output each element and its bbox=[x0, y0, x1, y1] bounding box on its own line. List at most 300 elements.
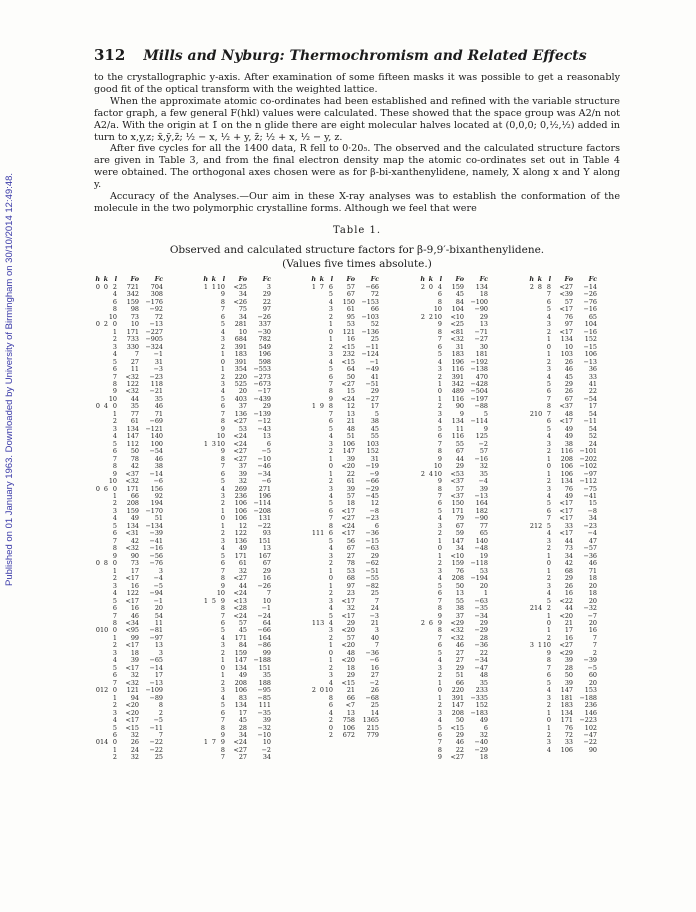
table-cell-fc: 7 bbox=[374, 596, 379, 605]
table-cell-k bbox=[534, 695, 542, 702]
table-cell-fo: 183 bbox=[234, 350, 247, 359]
table-cell-k: 14 bbox=[100, 738, 109, 747]
table-cell-l: 4 bbox=[328, 618, 333, 627]
table-cell-l: 7 bbox=[220, 462, 225, 471]
table-cell-fo: <27 bbox=[233, 745, 247, 754]
table-cell-fc: 164 bbox=[475, 499, 488, 508]
table-cell-l: 4 bbox=[112, 290, 117, 299]
table-cell-l: 10 bbox=[216, 282, 225, 291]
table-cell-k bbox=[100, 381, 108, 388]
table-cell-l: 1 bbox=[328, 335, 333, 344]
table-cell-fc: −34 bbox=[257, 469, 271, 478]
table-cell-l: 2 bbox=[112, 499, 117, 508]
table-cell-k bbox=[316, 598, 324, 605]
table-cell-l: 4 bbox=[220, 484, 225, 493]
table-cell-fc: 236 bbox=[584, 701, 597, 710]
table-cell-l: 2 bbox=[546, 701, 551, 710]
table-cell-l: 2 bbox=[546, 327, 551, 336]
table-cell-l: 9 bbox=[112, 551, 117, 560]
table-cell-l: 2 bbox=[546, 604, 551, 613]
body-text bbox=[94, 72, 620, 215]
table-cell-h: 0 bbox=[95, 626, 100, 635]
table-cell-k bbox=[316, 590, 324, 597]
table-cell-k bbox=[208, 374, 216, 381]
table-cell-fc: 1 bbox=[483, 589, 488, 598]
table-cell-k bbox=[534, 560, 542, 567]
table-cell-fc: 102 bbox=[584, 723, 597, 732]
table-cell-l: 6 bbox=[437, 731, 442, 739]
table-cell-l: 6 bbox=[220, 618, 225, 627]
paragraph: Accuracy of the Analyses.—Our aim in these X-ray analyses was to establish the conformation of the molecule in the two polymorphic crystalline forms. Although we feel that were bbox=[94, 191, 620, 214]
table-cell-fo: 134 bbox=[234, 701, 247, 710]
table-cell-fc: 55 bbox=[370, 432, 379, 441]
table-cell-l: 1 bbox=[112, 693, 117, 702]
table-cell-l: 5 bbox=[220, 477, 225, 486]
table-cell-fc: 35 bbox=[154, 394, 163, 403]
table-cell-k bbox=[316, 463, 324, 470]
table-cell-l: 5 bbox=[546, 678, 551, 687]
table-cell-l: 6 bbox=[437, 432, 442, 441]
table-cell-fo: <24 bbox=[341, 521, 355, 530]
table-cell-fc: −49 bbox=[365, 365, 379, 374]
table-cell-l: 2 bbox=[328, 447, 333, 456]
table-cell-l: 5 bbox=[328, 536, 333, 545]
table-cell-fc: 140 bbox=[475, 536, 488, 545]
table-cell-l: 2 bbox=[112, 701, 117, 710]
table-cell-k bbox=[208, 538, 216, 545]
table-cell-l: 1 bbox=[546, 454, 551, 463]
table-cell-l: 6 bbox=[328, 529, 333, 538]
table-cell-l: 3 bbox=[112, 424, 117, 433]
table-cell-k bbox=[534, 478, 542, 485]
table-cell-fo: <17 bbox=[559, 529, 573, 538]
table-cell-fc: −1 bbox=[153, 350, 163, 359]
table-cell-k bbox=[316, 351, 324, 358]
table-cell-fo: <81 bbox=[450, 327, 464, 336]
table-cell-fo: 49 bbox=[130, 514, 139, 523]
table-cell-l: 1 bbox=[112, 566, 117, 575]
table-cell-fo: 281 bbox=[234, 320, 247, 329]
table-cell-fc: −63 bbox=[474, 596, 488, 605]
table-cell-l: 6 bbox=[112, 731, 117, 739]
table-cell-fc: 196 bbox=[258, 350, 271, 359]
table-cell-fo: 53 bbox=[346, 566, 355, 575]
table-cell-fc: −36 bbox=[365, 648, 379, 657]
table-cell-fo: 342 bbox=[451, 379, 464, 388]
table-cell-k bbox=[100, 613, 108, 620]
table-cell-fo: <26 bbox=[233, 297, 247, 306]
table-cell-k bbox=[425, 329, 433, 336]
table-cell-fo: <27 bbox=[559, 641, 573, 650]
table-cell-k bbox=[534, 702, 542, 709]
table-cell-fc: 111 bbox=[258, 701, 271, 710]
table-cell-fo: 42 bbox=[564, 559, 573, 568]
table-cell-fc: −2 bbox=[261, 745, 271, 754]
table-cell-k bbox=[534, 583, 542, 590]
table-cell-fc: 16 bbox=[262, 574, 271, 583]
table-cell-l: 7 bbox=[546, 514, 551, 523]
table-cell-l: 1 bbox=[328, 454, 333, 463]
table-cell-k: 12 bbox=[534, 521, 543, 530]
paragraph: to the crystallographic y-axis. After examination of some fifteen masks it was possible to get a reasonably good fit of the optical transform with the weighted lattice. bbox=[94, 72, 620, 95]
table-cell-fc: −46 bbox=[257, 462, 271, 471]
table-cell-k bbox=[316, 560, 324, 567]
table-cell-fo: 76 bbox=[564, 723, 573, 732]
table-cell-k bbox=[208, 478, 216, 485]
table-cell-fo: 64 bbox=[346, 365, 355, 374]
table-cell-l: 10 bbox=[433, 305, 442, 314]
table-cell-l: 3 bbox=[328, 671, 333, 680]
table-cell-fo: 26 bbox=[564, 581, 573, 590]
table-cell-k bbox=[100, 426, 108, 433]
table-cell-fo: 67 bbox=[346, 544, 355, 553]
table-cell-k bbox=[316, 426, 324, 433]
table-cell-l: 3 bbox=[112, 581, 117, 590]
table-cell-l: 2 bbox=[546, 574, 551, 583]
table-cell-fc: −22 bbox=[149, 738, 163, 747]
table-cell-k bbox=[425, 725, 433, 732]
table-cell-fo: <32 bbox=[450, 633, 464, 642]
table-cell-fo: 38 bbox=[455, 604, 464, 613]
table-cell-l: 6 bbox=[546, 671, 551, 680]
table-cell-fc: −26 bbox=[257, 581, 271, 590]
table-cell-fo: <20 bbox=[559, 611, 573, 620]
table-cell-l: 7 bbox=[112, 678, 117, 687]
table-cell-fc: 146 bbox=[584, 708, 597, 717]
table-cell-l: 5 bbox=[112, 596, 117, 605]
table-cell-k: 2 bbox=[103, 320, 108, 329]
table-cell-fo: 171 bbox=[126, 484, 139, 493]
table-cell-fc: −188 bbox=[579, 693, 597, 702]
table-cell-l: 1 bbox=[437, 394, 442, 403]
table-cell-fo: 136 bbox=[234, 409, 247, 418]
table-cell-l: 2 bbox=[328, 589, 333, 598]
table-cell-fo: 57 bbox=[346, 282, 355, 291]
table-cell-l: 7 bbox=[546, 394, 551, 403]
table-cell-l: 3 bbox=[437, 409, 442, 418]
table-cell-k bbox=[100, 388, 108, 395]
table-cell-l: 0 bbox=[437, 544, 442, 553]
table-cell-k: 13 bbox=[316, 618, 325, 627]
table-cell-fc: 65 bbox=[479, 529, 488, 538]
table-cell-fc: −57 bbox=[583, 544, 597, 553]
table-cell-fc: 271 bbox=[258, 484, 271, 493]
table-cell-l: 1 bbox=[112, 492, 117, 500]
table-cell-k bbox=[208, 702, 216, 709]
table-cell-fc: 35 bbox=[479, 678, 488, 687]
table-cell-fc: −1 bbox=[261, 604, 271, 613]
table-cell-k bbox=[208, 560, 216, 567]
table-cell-fo: 208 bbox=[451, 708, 464, 717]
table-cell-k bbox=[208, 523, 216, 530]
table-cell-l: 7 bbox=[437, 492, 442, 500]
table-cell-fo: 12 bbox=[346, 402, 355, 411]
table-cell-fc: 20 bbox=[588, 596, 597, 605]
table-cell-k bbox=[425, 598, 433, 605]
table-cell-fo: 23 bbox=[346, 589, 355, 598]
table-cell-k bbox=[534, 620, 542, 627]
journal-page bbox=[94, 46, 620, 762]
table-cell-fc: −2 bbox=[478, 439, 488, 448]
table-cell-h: 2 bbox=[529, 409, 534, 418]
table-cell-fo: 159 bbox=[126, 506, 139, 515]
table-column bbox=[202, 276, 290, 762]
table-cell-fc: 20 bbox=[154, 604, 163, 613]
table-cell-l: 6 bbox=[546, 297, 551, 306]
table-cell-h: 3 bbox=[529, 641, 534, 650]
table-cell-fo: <17 bbox=[559, 514, 573, 523]
table-cell-fc: −32 bbox=[257, 723, 271, 732]
table-cell-k bbox=[316, 575, 324, 582]
table-cell-l: 4 bbox=[437, 574, 442, 583]
table-cell-l: 1 bbox=[437, 678, 442, 687]
table-cell-fo: 42 bbox=[130, 462, 139, 471]
table-cell-fc: 7 bbox=[592, 641, 597, 650]
table-cell-fc: 17 bbox=[370, 402, 379, 411]
table-cell-fo: 61 bbox=[238, 559, 247, 568]
table-cell-fc: 188 bbox=[258, 678, 271, 687]
table-cell-fc: −15 bbox=[583, 342, 597, 351]
table-cell-l: 6 bbox=[437, 499, 442, 508]
table-cell-l: 4 bbox=[546, 492, 551, 500]
table-cell-k bbox=[208, 366, 216, 373]
table-cell-fo: 66 bbox=[346, 693, 355, 702]
table-cell-fo: <37 bbox=[450, 492, 464, 500]
table-cell-fo: 97 bbox=[346, 581, 355, 590]
table-cell-l: 3 bbox=[546, 581, 551, 590]
table-cell-k bbox=[208, 396, 216, 403]
table-cell-fo: <15 bbox=[125, 723, 139, 732]
table-cell-k bbox=[534, 508, 542, 515]
table-cell-fc: 20 bbox=[588, 581, 597, 590]
table-cell-k bbox=[425, 523, 433, 530]
table-cell-k bbox=[100, 433, 108, 440]
table-cell-fo: 33 bbox=[564, 521, 573, 530]
table-cell-fc: −5 bbox=[587, 663, 597, 672]
table-cell-fo: <24 bbox=[233, 432, 247, 441]
table-cell-k bbox=[208, 717, 216, 724]
running-header bbox=[94, 46, 620, 64]
table-cell-l: 6 bbox=[112, 671, 117, 680]
table-cell-fo: 16 bbox=[130, 604, 139, 613]
table-cell-fc: −76 bbox=[149, 559, 163, 568]
table-cell-fc: −124 bbox=[361, 350, 379, 359]
table-cell-fo: 32 bbox=[130, 671, 139, 680]
table-cell-fo: 42 bbox=[130, 536, 139, 545]
column-label-l: l bbox=[548, 274, 551, 283]
table-cell-l: 8 bbox=[112, 305, 117, 314]
table-cell-k bbox=[534, 500, 542, 507]
table-cell-fo: 9 bbox=[459, 409, 464, 418]
table-cell-fo: 67 bbox=[346, 290, 355, 299]
table-cell-l: 1 bbox=[546, 350, 551, 359]
table-cell-fo: 106 bbox=[234, 506, 247, 515]
table-cell-fc: −48 bbox=[474, 544, 488, 553]
table-cell-l: 5 bbox=[112, 357, 117, 366]
table-cell-fo: <31 bbox=[125, 529, 139, 538]
table-cell-fc: 3 bbox=[158, 566, 163, 575]
table-cell-k bbox=[425, 530, 433, 537]
table-cell-l: 1 bbox=[546, 335, 551, 344]
table-cell-k bbox=[100, 568, 108, 575]
table-cell-fc: −4 bbox=[587, 529, 597, 538]
table-cell-l: 8 bbox=[220, 417, 225, 426]
column-label-fc: Fc bbox=[479, 274, 488, 283]
table-cell-fo: 27 bbox=[455, 656, 464, 665]
table-cell-l: 5 bbox=[112, 723, 117, 732]
table-cell-fc: −10 bbox=[257, 454, 271, 463]
table-cell-fc: 140 bbox=[150, 432, 163, 441]
table-cell-fo: <32 bbox=[125, 477, 139, 486]
table-cell-k bbox=[208, 515, 216, 522]
table-cell-k bbox=[316, 515, 324, 522]
table-cell-fc: −6 bbox=[369, 656, 379, 665]
table-cell-fo: <20 bbox=[125, 708, 139, 717]
table-cell-k bbox=[534, 396, 542, 403]
table-cell-l: 1 bbox=[437, 379, 442, 388]
table-cell-fc: −71 bbox=[474, 327, 488, 336]
table-cell-fo: 236 bbox=[234, 492, 247, 500]
table-cell-fc: −29 bbox=[365, 484, 379, 493]
table-cell-k bbox=[534, 366, 542, 373]
table-cell-k bbox=[425, 695, 433, 702]
table-cell-fo: 48 bbox=[346, 424, 355, 433]
table-cell-k: 8 bbox=[537, 282, 542, 291]
table-cell-fo: 57 bbox=[346, 492, 355, 500]
table-cell-fo: 122 bbox=[234, 529, 247, 538]
table-cell-fc: −134 bbox=[145, 521, 163, 530]
table-cell-fc: −55 bbox=[365, 574, 379, 583]
table-cell-k bbox=[425, 493, 433, 500]
table-cell-l: 7 bbox=[328, 379, 333, 388]
table-cell-fc: 215 bbox=[366, 723, 379, 732]
table-cell-k bbox=[534, 680, 542, 687]
table-cell-k bbox=[100, 463, 108, 470]
table-cell-fc: −54 bbox=[149, 447, 163, 456]
table-cell-fo: 57 bbox=[455, 484, 464, 493]
table-cell-k bbox=[100, 665, 108, 672]
table-cell-fo: 57 bbox=[238, 618, 247, 627]
table-cell-fo: 32 bbox=[130, 731, 139, 739]
table-cell-fc: −40 bbox=[474, 738, 488, 747]
table-cell-fo: 55 bbox=[455, 439, 464, 448]
table-cell-fc: −97 bbox=[583, 469, 597, 478]
table-cell-k bbox=[534, 717, 542, 724]
table-cell-fc: 38 bbox=[370, 417, 379, 426]
table-cell-fc: −68 bbox=[365, 693, 379, 702]
table-cell-k bbox=[425, 635, 433, 642]
table-cell-fo: <29 bbox=[559, 648, 573, 657]
table-cell-fc: 25 bbox=[370, 701, 379, 710]
table-cell-fo: 354 bbox=[234, 365, 247, 374]
table-cell-l: 9 bbox=[437, 320, 442, 329]
table-cell-fc: 22 bbox=[588, 387, 597, 396]
table-cell-fc: 25 bbox=[370, 589, 379, 598]
table-cell-fc: 39 bbox=[262, 716, 271, 725]
table-cell-k bbox=[208, 672, 216, 679]
table-cell-k bbox=[208, 687, 216, 694]
table-cell-fc: 13 bbox=[262, 432, 271, 441]
table-cell-k bbox=[208, 314, 216, 321]
table-cell-l: 9 bbox=[220, 738, 225, 747]
table-cell-l: 4 bbox=[220, 693, 225, 702]
table-cell-fc: 17 bbox=[154, 671, 163, 680]
table-cell-l: 9 bbox=[437, 618, 442, 627]
table-cell-fo: 84 bbox=[238, 641, 247, 650]
column-label-h: h bbox=[95, 274, 100, 283]
table-cell-l: 3 bbox=[437, 521, 442, 530]
table-cell-k bbox=[316, 657, 324, 664]
table-cell-k bbox=[208, 725, 216, 732]
table-cell-l: 7 bbox=[546, 290, 551, 299]
table-cell-fc: 9 bbox=[483, 424, 488, 433]
table-cell-fc: −29 bbox=[474, 626, 488, 635]
table-cell-l: 6 bbox=[437, 342, 442, 351]
table-cell-fo: <17 bbox=[559, 327, 573, 336]
table-cell-fo: 53 bbox=[238, 424, 247, 433]
table-cell-l: 7 bbox=[437, 439, 442, 448]
table-cell-fo: 29 bbox=[455, 731, 464, 739]
table-cell-k bbox=[316, 672, 324, 679]
table-cell-fc: 5 bbox=[374, 409, 379, 418]
table-cell-k bbox=[208, 642, 216, 649]
table-cell-l: 3 bbox=[328, 626, 333, 635]
table-cell-k bbox=[316, 299, 324, 306]
table-cell-fc: −41 bbox=[149, 536, 163, 545]
table-cell-fo: 134 bbox=[126, 424, 139, 433]
table-cell-fc: −553 bbox=[253, 365, 271, 374]
table-cell-h: 1 bbox=[203, 738, 208, 747]
table-cell-l: 4 bbox=[437, 514, 442, 523]
table-cell-l: 5 bbox=[220, 394, 225, 403]
table-cell-fc: −11 bbox=[149, 723, 163, 732]
table-cell-l: 4 bbox=[328, 604, 333, 613]
table-cell-l: 7 bbox=[112, 454, 117, 463]
table-cell-k bbox=[100, 545, 108, 552]
table-cell-k bbox=[425, 739, 433, 746]
table-cell-fc: 13 bbox=[479, 320, 488, 329]
table-cell-fo: 55 bbox=[455, 596, 464, 605]
table-cell-l: 1 bbox=[220, 350, 225, 359]
table-cell-fo: 27 bbox=[130, 357, 139, 366]
table-cell-l: 8 bbox=[112, 379, 117, 388]
table-cell-k bbox=[100, 754, 108, 761]
table-cell-k bbox=[425, 411, 433, 418]
table-cell-l: 0 bbox=[220, 663, 225, 672]
table-cell-fo: 97 bbox=[564, 320, 573, 329]
table-cell-l: 8 bbox=[437, 447, 442, 456]
table-cell-fo: 171 bbox=[234, 551, 247, 560]
table-cell-fo: 684 bbox=[234, 335, 247, 344]
table-cell-l: 8 bbox=[437, 745, 442, 754]
table-cell-fo: 90 bbox=[455, 402, 464, 411]
table-cell-k bbox=[208, 605, 216, 612]
table-cell-h: 1 bbox=[311, 618, 316, 627]
table-cell-fo: 27 bbox=[346, 551, 355, 560]
table-cell-h: 2 bbox=[529, 521, 534, 530]
table-cell-fo: 12 bbox=[238, 521, 247, 530]
table-cell-k bbox=[534, 448, 542, 455]
table-cell-l: 8 bbox=[112, 618, 117, 627]
table-cell-fo: 116 bbox=[451, 394, 464, 403]
table-cell-l: 4 bbox=[546, 372, 551, 381]
table-column bbox=[419, 276, 507, 762]
table-cell-fo: <17 bbox=[341, 596, 355, 605]
table-cell-fo: 122 bbox=[126, 379, 139, 388]
table-cell-fo: <25 bbox=[233, 282, 247, 291]
column-label-k: k bbox=[211, 274, 216, 283]
table-cell-l: 9 bbox=[220, 290, 225, 299]
